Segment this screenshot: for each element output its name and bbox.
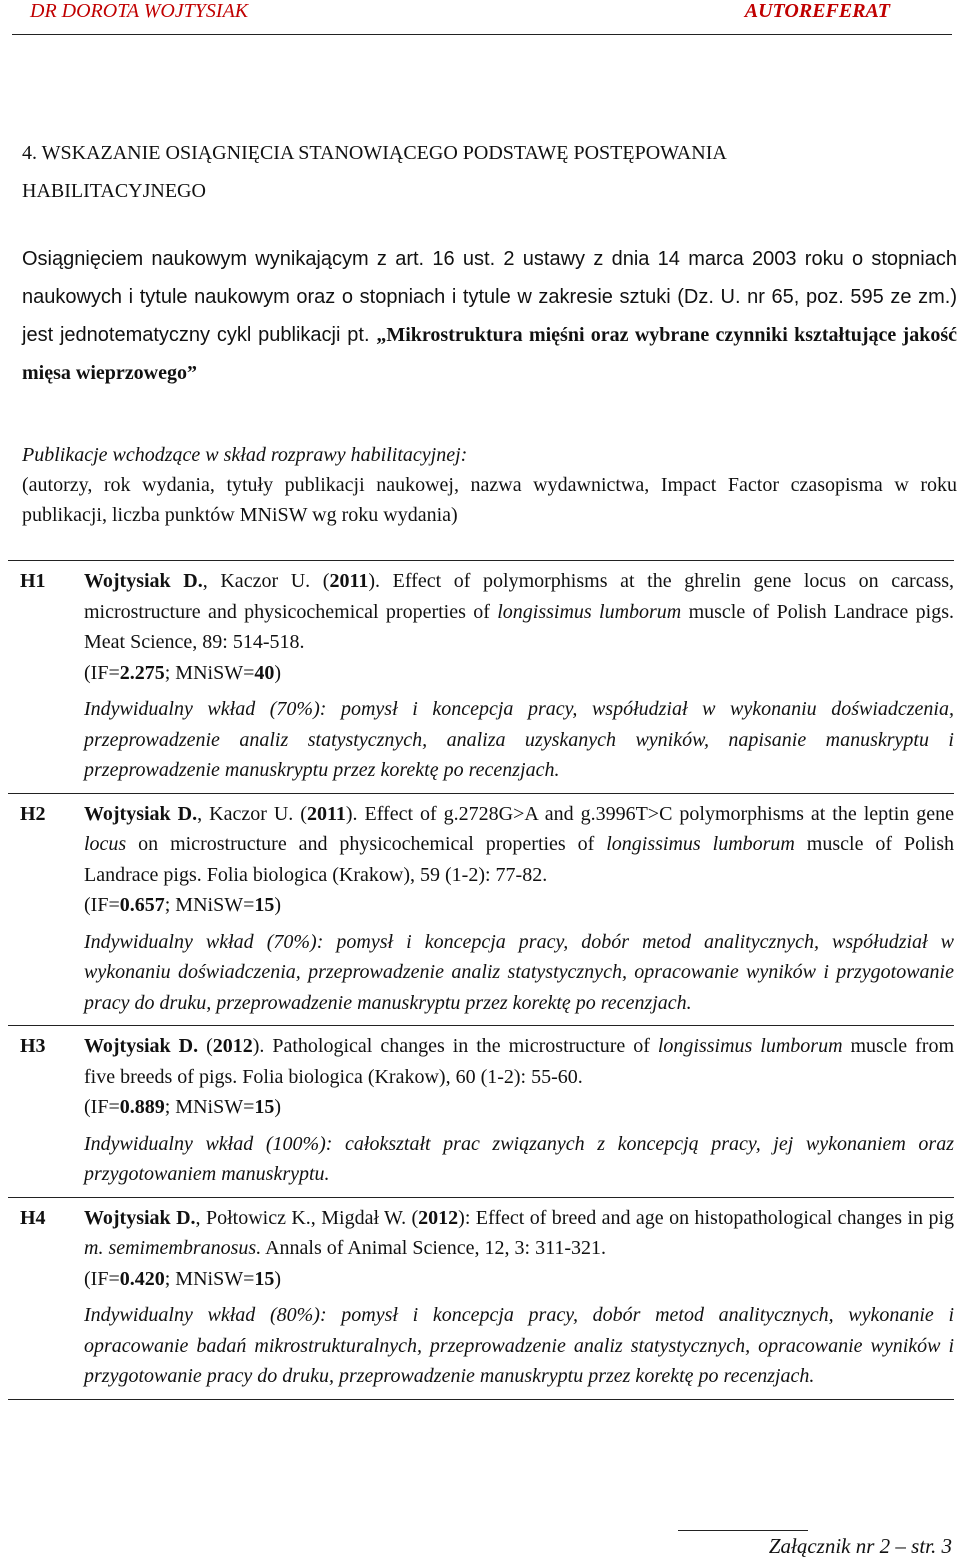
publication-reference <box>84 1203 954 1264</box>
individual-contribution: Indywidualny wkład (70%): pomysł i koncepcja pracy, dobór metod analitycznych, współudział w wykonaniu doświadczenia, przeprowadzenie analiz statystycznych, opracowanie wyników i przygotowanie pracy do druku, przeprowadzenie manuskryptu przez korektę po recenzjach. <box>84 930 954 1014</box>
mnisw-label: ; MNiSW= <box>164 1096 255 1118</box>
publication-row <box>8 561 954 794</box>
reference-text-end: Annals of Animal Science, 12, 3: 311-321. <box>261 1237 606 1259</box>
reference-text: ). Effect of g.2728G>A and g.3996T>C polymorphisms at the leptin gene <box>345 802 955 825</box>
publication-body <box>84 1203 954 1392</box>
impact-line <box>84 658 954 689</box>
publications-header <box>22 440 957 530</box>
reference-italic: locus <box>84 833 127 855</box>
reference-italic: longissimus lumborum <box>606 833 795 855</box>
section-title <box>22 134 922 210</box>
impact-line <box>84 890 954 921</box>
publication-year: 2011 <box>306 802 346 825</box>
publications-table <box>8 560 954 1400</box>
publication-reference <box>84 799 954 891</box>
coauthors: , Kaczor U. ( <box>202 570 330 592</box>
coauthors: ( <box>198 1035 213 1057</box>
mnisw-points: 15 <box>254 894 275 916</box>
mnisw-label: ; MNiSW= <box>164 661 255 684</box>
publications-subheading: (autorzy, rok wydania, tytuły publikacji naukowej, nazwa wydawnictwa, Impact Factor czasopisma w roku publikacji, liczba punktów MNiSW wg roku wydania) <box>22 474 957 526</box>
publication-reference <box>84 1031 954 1092</box>
mnisw-points: 15 <box>254 1096 275 1118</box>
reference-text-end: muscle of Polish Landrace pigs. Folia biologica (Krakow), 59 (1-2): 77-82. <box>84 833 954 886</box>
publication-id: H1 <box>20 570 46 592</box>
coauthors: , Kaczor U. ( <box>197 802 307 825</box>
publication-body <box>84 1031 954 1190</box>
mnisw-points: 15 <box>254 1267 275 1290</box>
impact-line <box>84 1092 954 1123</box>
if-label: (IF= <box>84 1267 120 1290</box>
reference-text-mid: on microstructure and physicochemical properties of <box>126 833 607 855</box>
impact-factor: 2.275 <box>119 661 165 684</box>
reference-italic: longissimus lumborum <box>657 1035 843 1057</box>
reference-italic: longissimus lumborum <box>497 600 682 623</box>
header-doc-type: AUTOREFERAT <box>744 0 890 22</box>
main-author: Wojtysiak D. <box>84 1206 196 1229</box>
publication-year: 2012 <box>418 1206 459 1229</box>
publication-body <box>84 799 954 1019</box>
intro-text: Osiągnięciem naukowym wynikającym z art. 16 ust. 2 ustawy z dnia 14 marca 2003 roku o stopniach naukowych i tytule naukowym oraz o stopniach i tytule w zakresie sztuki (Dz. U. nr 65, poz. 595 ze zm.) jest jednotematyczny cykl publikacji pt. <box>22 248 957 346</box>
running-header <box>12 0 952 35</box>
close-paren: ) <box>274 661 282 684</box>
publication-id: H2 <box>20 802 46 825</box>
publication-year: 2012 <box>212 1035 253 1057</box>
publication-year: 2011 <box>329 570 369 592</box>
reference-text: ): Effect of breed and age on histopathological changes in pig <box>458 1206 955 1229</box>
impact-factor: 0.889 <box>119 1096 165 1118</box>
individual-contribution: Indywidualny wkład (80%): pomysł i koncepcja pracy, dobór metod analitycznych, wykonanie i opracowanie badań mikrostrukturalnych, przeprowadzenie analiz statystycznych, opracowanie wyników i przygotowanie pracy do druku, przeprowadzenie manuskryptu przez korektę po recenzjach. <box>84 1304 954 1387</box>
publication-body <box>84 566 954 786</box>
publication-row <box>8 1026 954 1198</box>
individual-contribution: Indywidualny wkład (100%): całokształt prac związanych z koncepcją pracy, jej wykonaniem oraz przygotowaniem manuskryptu. <box>84 1132 954 1185</box>
publication-id: H4 <box>20 1206 46 1229</box>
main-author: Wojtysiak D. <box>84 570 203 592</box>
section-title-line1: 4. WSKAZANIE OSIĄGNIĘCIA STANOWIĄCEGO PODSTAWĘ POSTĘPOWANIA <box>22 142 727 164</box>
reference-text-end: muscle of Polish Landrace pigs. Meat Science, 89: 514-518. <box>84 600 954 653</box>
mnisw-label: ; MNiSW= <box>164 1267 255 1290</box>
publication-row <box>8 794 954 1027</box>
page-footer: Załącznik nr 2 – str. 3 <box>768 1534 952 1558</box>
main-author: Wojtysiak D. <box>84 802 198 825</box>
intro-paragraph <box>22 240 957 392</box>
close-paren: ) <box>274 1096 282 1118</box>
mnisw-points: 40 <box>254 661 275 684</box>
footer-rule <box>678 1530 808 1531</box>
intro-cycle-title: „Mikrostruktura mięśni oraz wybrane czynniki kształtujące jakość mięsa wieprzowego” <box>22 324 957 384</box>
close-paren: ) <box>274 1267 282 1290</box>
main-author: Wojtysiak D. <box>84 1035 199 1057</box>
coauthors: , Połtowicz K., Migdał W. ( <box>195 1206 419 1229</box>
publication-id: H3 <box>20 1035 46 1057</box>
impact-factor: 0.657 <box>119 894 165 916</box>
publications-heading: Publikacje wchodzące w skład rozprawy habilitacyjnej: <box>22 444 468 466</box>
publication-row <box>8 1198 954 1399</box>
reference-text: ). Effect of polymorphisms at the ghrelin gene locus on carcass, microstructure and physicochemical properties of <box>84 570 955 623</box>
mnisw-label: ; MNiSW= <box>164 894 255 916</box>
close-paren: ) <box>274 894 282 916</box>
header-author: DR DOROTA WOJTYSIAK <box>30 0 249 22</box>
reference-italic: m. semimembranosus. <box>84 1237 262 1259</box>
impact-factor: 0.420 <box>119 1267 165 1290</box>
if-label: (IF= <box>84 661 120 684</box>
section-title-line2: HABILITACYJNEGO <box>22 180 206 202</box>
individual-contribution: Indywidualny wkład (70%): pomysł i koncepcja pracy, współudział w wykonaniu doświadczenia, przeprowadzenie analiz statystycznych, analiza uzyskanych wyników, napisanie manuskryptu i przeprowadzenie manuskryptu przez korektę po recenzjach. <box>84 698 954 781</box>
if-label: (IF= <box>84 1096 120 1118</box>
reference-text-end: muscle from five breeds of pigs. Folia biologica (Krakow), 60 (1-2): 55-60. <box>84 1035 954 1088</box>
publication-reference <box>84 566 954 658</box>
if-label: (IF= <box>84 894 120 916</box>
impact-line <box>84 1264 954 1295</box>
reference-text: ). Pathological changes in the microstructure of <box>252 1035 658 1057</box>
